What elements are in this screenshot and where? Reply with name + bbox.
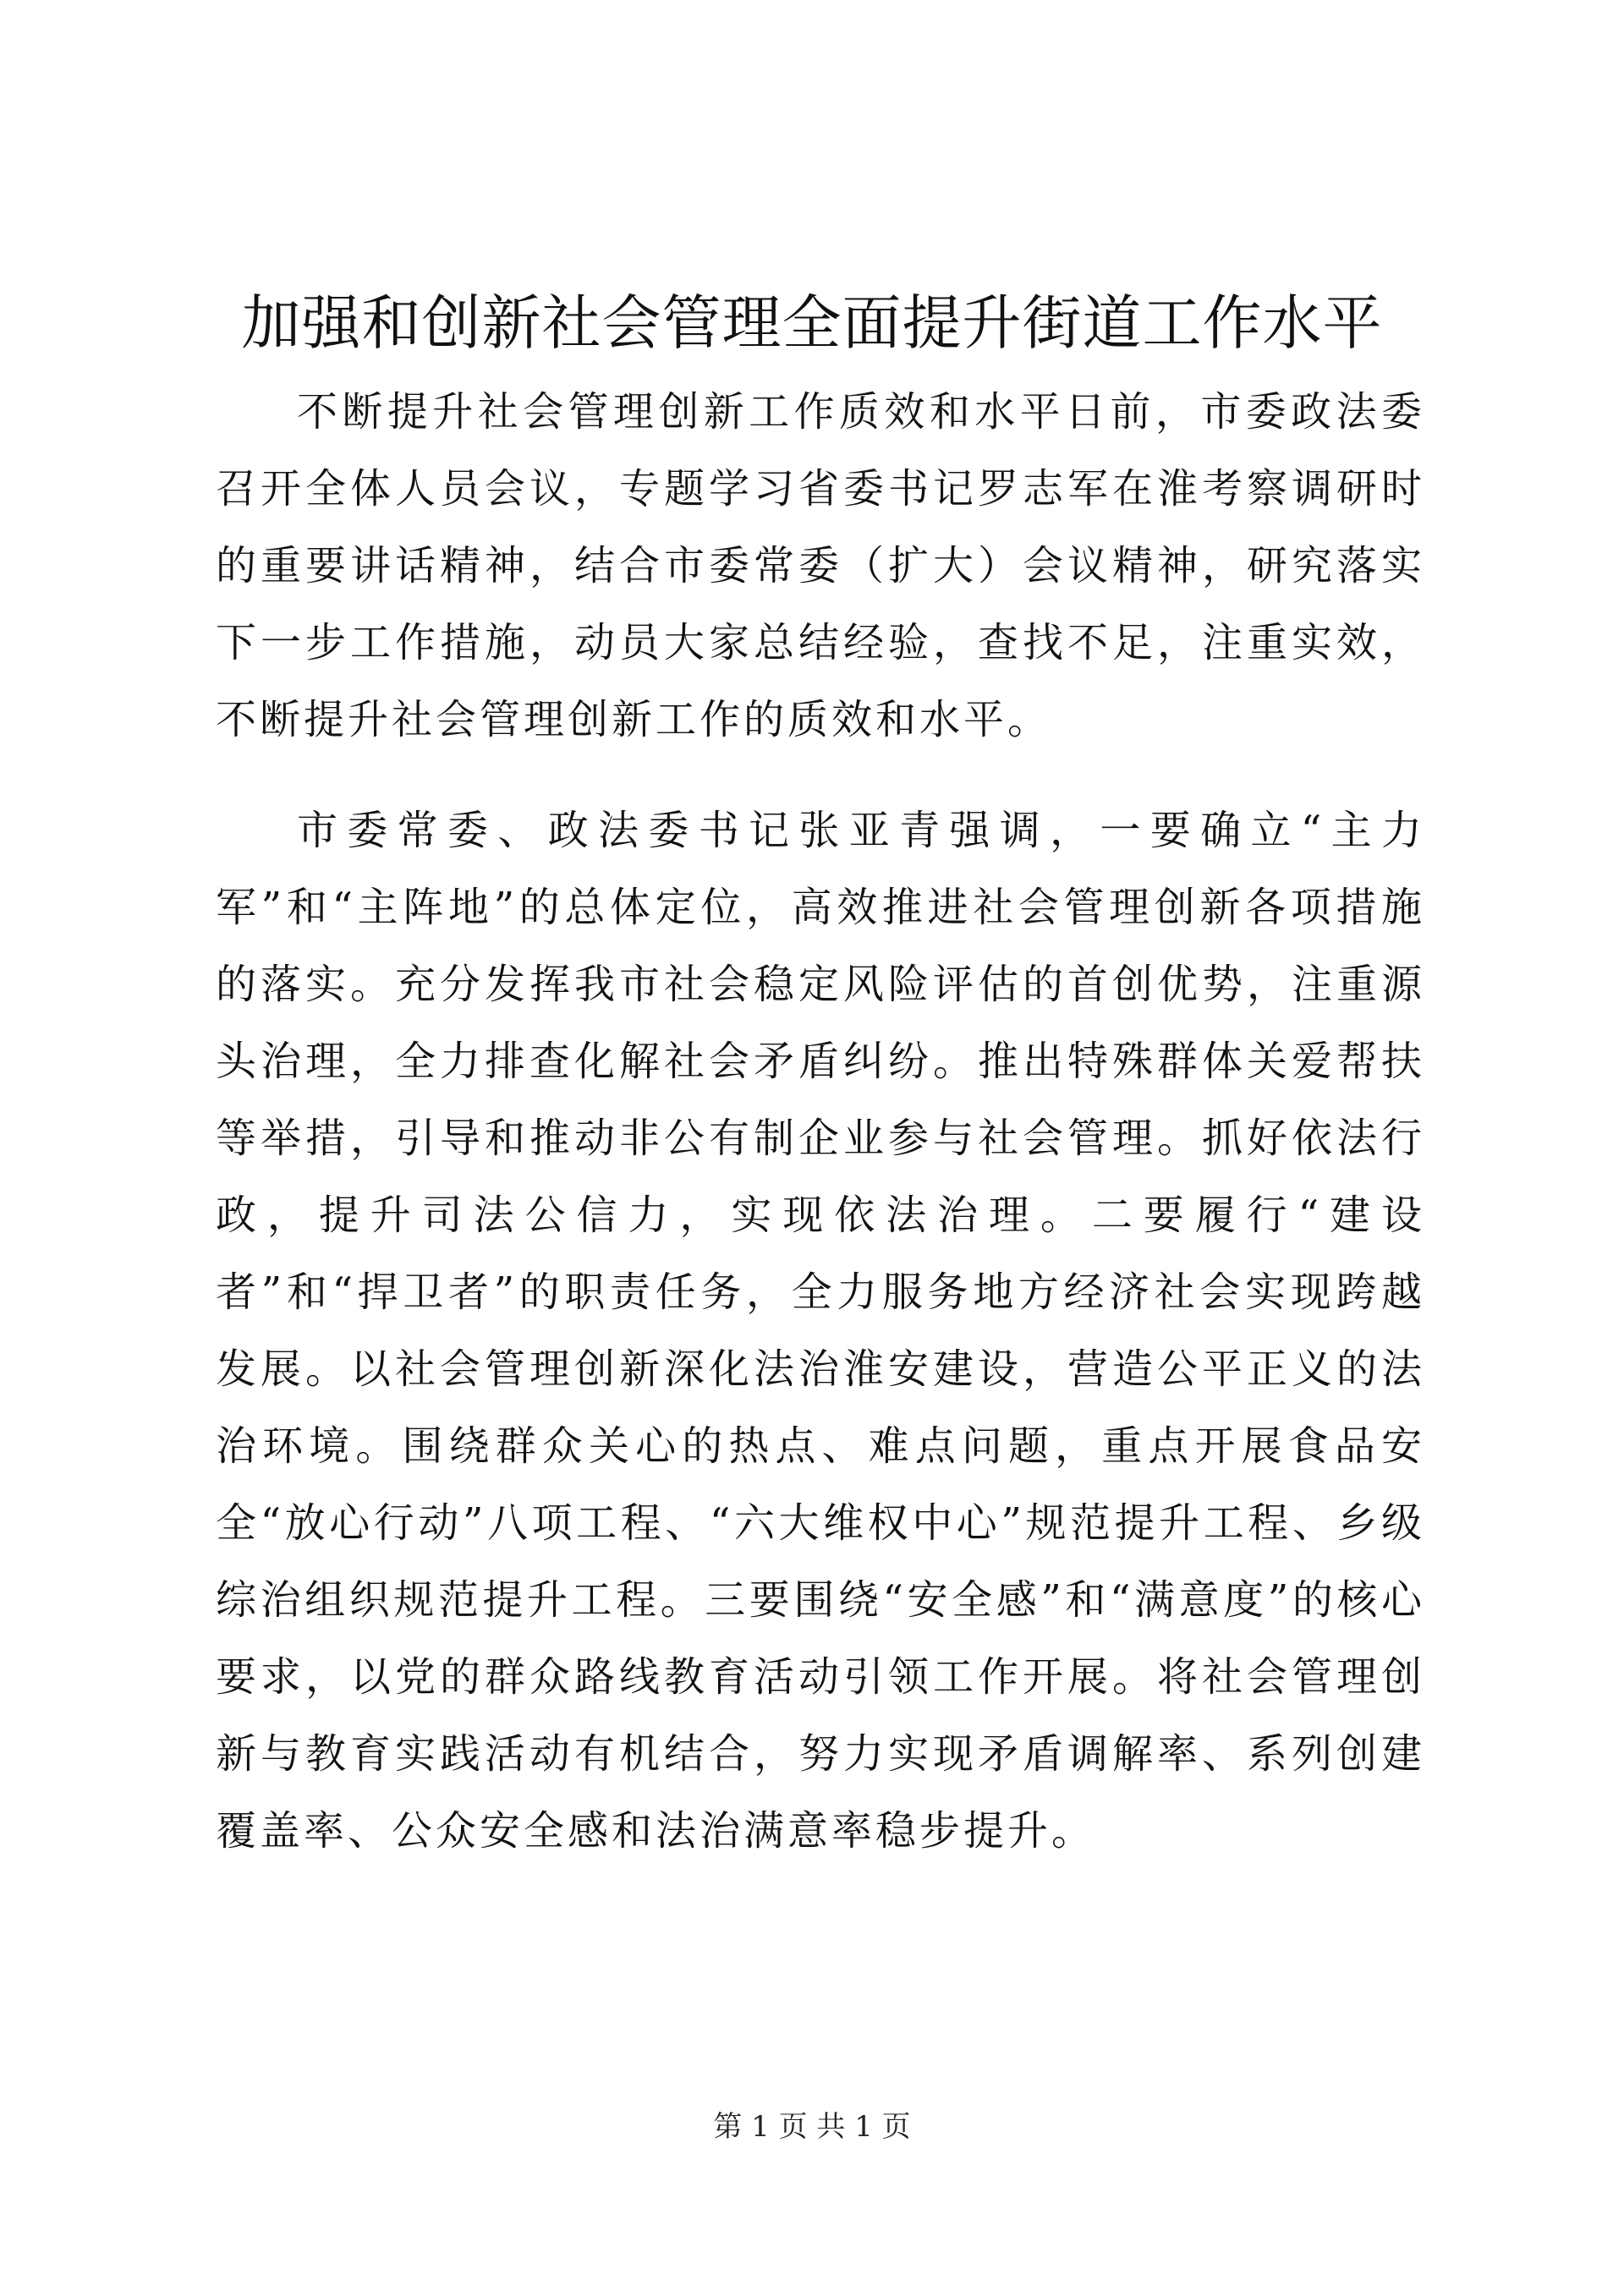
paragraph-1: 不断提升社会管理创新工作质效和水平日前，市委政法委召开全体人员会议，专题学习省委书记罗志军在淮考察调研时的重要讲话精神，结合市委常委（扩大）会议精神，研究落实下一步工作措施，动员大家总结经验，查找不足，注重实效，不断提升社会管理创新工作的质效和水平。 bbox=[216, 388, 1425, 743]
document-body bbox=[216, 374, 1425, 1870]
document-title: 加强和创新社会管理全面提升街道工作水平 bbox=[241, 288, 1383, 358]
paragraph-2: 市委常委、政法委书记张亚青强调，一要确立“主力军”和“主阵地”的总体定位，高效推进社会管理创新各项措施的落实。充分发挥我市社会稳定风险评估的首创优势，注重源头治理，全力排查化解社会矛盾纠纷。推出特殊群体关爱帮扶等举措，引导和推动非公有制企业参与社会管理。抓好依法行政，提升司法公信力，实现依法治理。二要履行“建设者”和“捍卫者”的职责任务，全力服务地方经济社会实现跨越发展。以社会管理创新深化法治淮安建设，营造公平正义的法治环境。围绕群众关心的热点、难点问题，重点开展食品安全“放心行动”八项工程、“六大维权中心”规范提升工程、乡级综治组织规范提升工程。三要围绕“安全感”和“满意度”的核心要求，以党的群众路线教育活动引领工作开展。将社会管理创新与教育实践活动有机结合，努力实现矛盾调解率、系列创建覆盖率、公众安全感和法治满意率稳步提升。 bbox=[216, 807, 1425, 1855]
page-number-footer: 第 1 页 共 1 页 bbox=[713, 2110, 911, 2144]
